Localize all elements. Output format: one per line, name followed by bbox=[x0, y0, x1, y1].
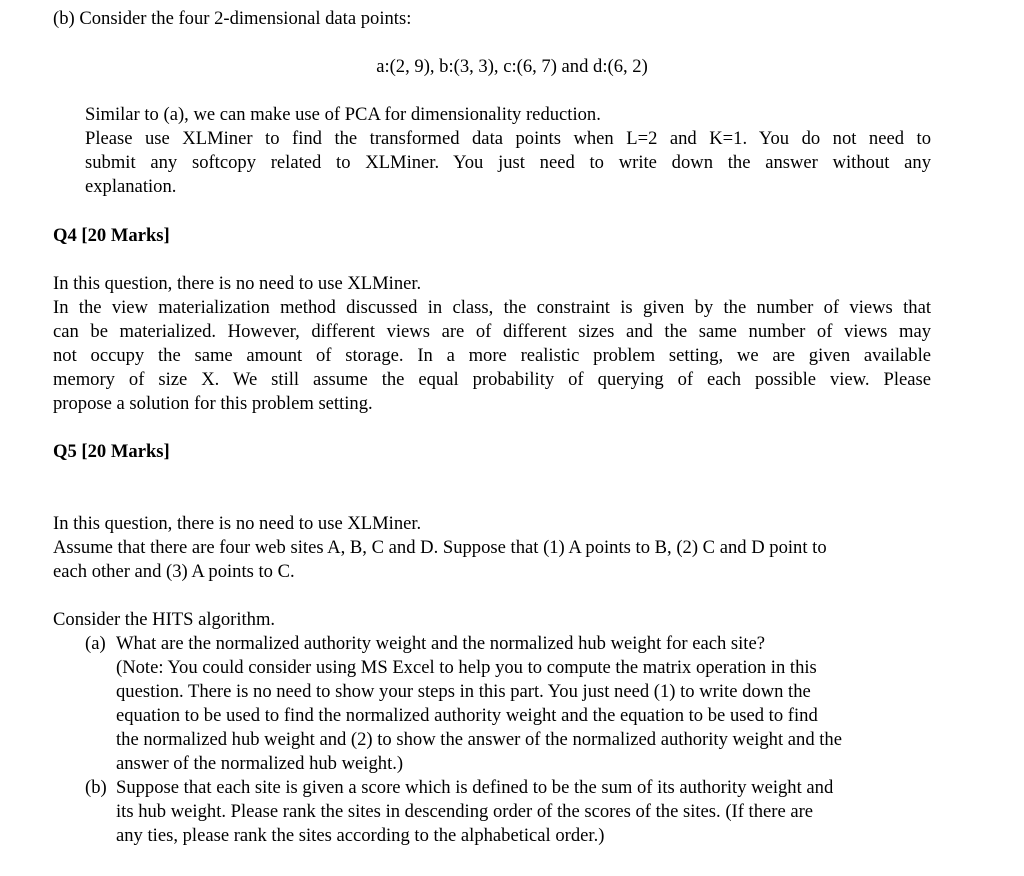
part-b-line-4: explanation. bbox=[85, 176, 177, 197]
q5-line-1: In this question, there is no need to use XLMiner. bbox=[53, 513, 422, 534]
q4-line-6: propose a solution for this problem setting. bbox=[53, 393, 373, 414]
q5-line-2: Assume that there are four web sites A, B, C and D. Suppose that (1) A points to B, (2) C and D point to bbox=[53, 537, 827, 558]
item-b-line-2: its hub weight. Please rank the sites in descending order of the scores of the sites. (If there are bbox=[116, 801, 814, 822]
part-b-line-1: Similar to (a), we can make use of PCA for dimensionality reduction. bbox=[85, 104, 601, 125]
part-b-line-2: Please use XLMiner to find the transformed data points when L=2 and K=1. You do not need to bbox=[85, 128, 931, 149]
item-a-label: (a) bbox=[85, 633, 106, 654]
item-b-line-3: any ties, please rank the sites according to the alphabetical order.) bbox=[116, 825, 605, 846]
item-a-line-5: the normalized hub weight and (2) to show the answer of the normalized authority weight and the bbox=[116, 729, 842, 750]
item-a-line-6: answer of the normalized hub weight.) bbox=[116, 753, 404, 774]
item-a-line-3: question. There is no need to show your steps in this part. You just need (1) to write down the bbox=[116, 681, 811, 702]
q4-line-1: In this question, there is no need to use XLMiner. bbox=[53, 273, 422, 294]
q4-line-5: memory of size X. We still assume the equal probability of querying of each possible view. Please bbox=[53, 369, 931, 390]
item-a-line-1: What are the normalized authority weight and the normalized hub weight for each site? bbox=[116, 633, 765, 654]
q4-line-4: not occupy the same amount of storage. In a more realistic problem setting, we are given available bbox=[53, 345, 931, 366]
q5-line-3: each other and (3) A points to C. bbox=[53, 561, 295, 582]
data-points: a:(2, 9), b:(3, 3), c:(6, 7) and d:(6, 2) bbox=[376, 56, 648, 77]
part-b-line-3: submit any softcopy related to XLMiner. You just need to write down the answer without any bbox=[85, 152, 931, 173]
hits-intro: Consider the HITS algorithm. bbox=[53, 609, 276, 630]
q5-heading: Q5 [20 Marks] bbox=[53, 441, 170, 462]
part-b-intro: (b) Consider the four 2-dimensional data points: bbox=[53, 8, 412, 29]
q4-heading: Q4 [20 Marks] bbox=[53, 225, 170, 246]
item-b-line-1: Suppose that each site is given a score which is defined to be the sum of its authority weight and bbox=[116, 777, 834, 798]
item-a-line-4: equation to be used to find the normalized authority weight and the equation to be used to find bbox=[116, 705, 818, 726]
item-b-label: (b) bbox=[85, 777, 107, 798]
item-a-line-2: (Note: You could consider using MS Excel to help you to compute the matrix operation in this bbox=[116, 657, 817, 678]
q4-line-2: In the view materialization method discussed in class, the constraint is given by the number of views that bbox=[53, 297, 931, 318]
q4-line-3: can be materialized. However, different views are of different sizes and the same number of views may bbox=[53, 321, 931, 342]
